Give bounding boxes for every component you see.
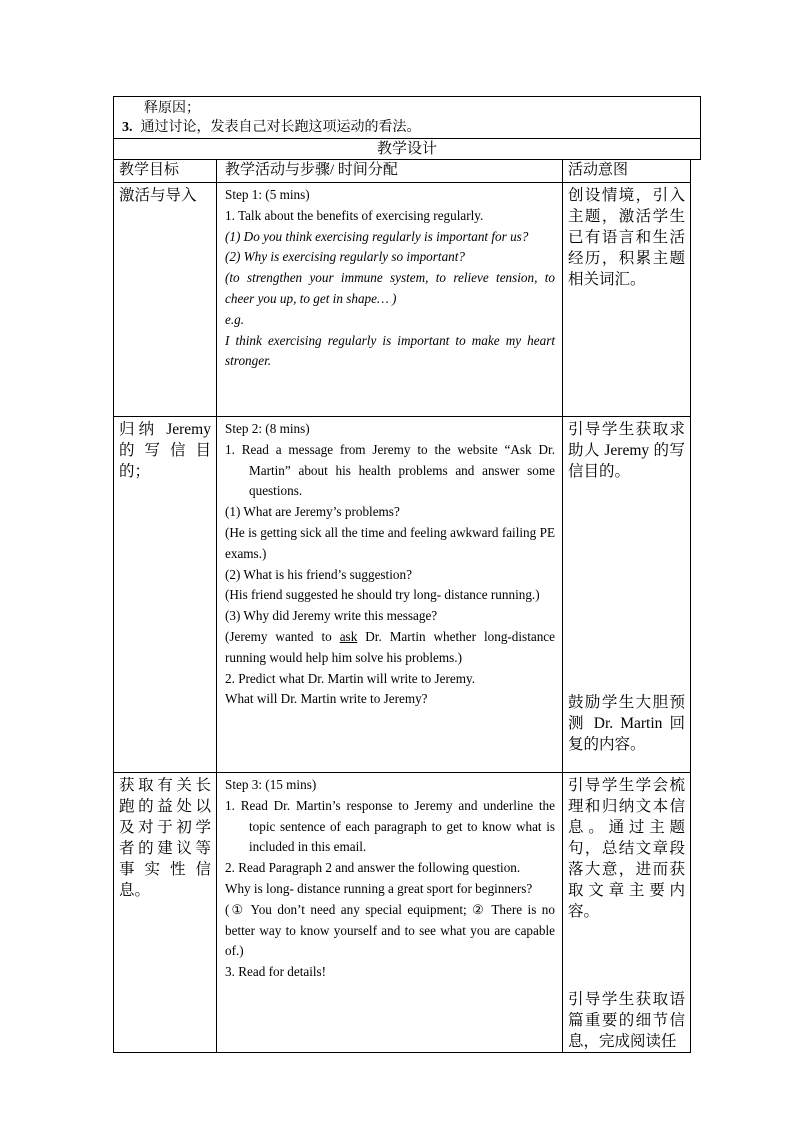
design-title: 教学设计 [113,138,701,160]
row-goal: 归纳 Jeremy 的写信目的； [114,417,217,773]
row-intent: 创设情境，引入主题，激活学生已有语言和生活经历，积累主题相关词汇。 [563,183,691,417]
table-row [114,417,691,773]
row-activity: Step 3: (15 mins) 1. Read Dr. Martin’s response to Jeremy and underline the topic sentence of each paragraph to get to know what is included in this email. 2. Read Paragraph 2 and answer the following question. Why is long- distance running a great sport for beginners? (① You don’t need any special equipment; ② There is no better way to know yourself and to see what you are capable of.) 3. Read for details! [217,773,563,1053]
table-row [114,773,691,1053]
row-activity: Step 2: (8 mins) 1. Read a message from Jeremy to the website “Ask Dr. Martin” about his health problems and answer some questions. (1) What are Jeremy’s problems? (He is getting sick all the time and feeling awkward failing PE exams.) (2) What is his friend’s suggestion? (His friend suggested he should try long- distance running.) (3) Why did Jeremy write this message? (Jeremy wanted to ask Dr. Martin whether long-distance running would help him solve his problems.) 2. Predict what Dr. Martin will write to Jeremy. What will Dr. Martin write to Jeremy? [217,417,563,773]
objective-line: 释原因； [144,101,200,116]
header-activity: 教学活动与步骤/ 时间分配 [217,160,563,183]
objective-number: 3. [122,120,133,135]
intent-text: 引导学生学会梳理和归纳文本信息。通过主题句，总结文章段落大意，进而获取文章主要内容。 [568,777,685,920]
row-intent [563,417,691,773]
row-goal: 获取有关长跑的益处以及对于初学者的建议等事实性信息。 [114,773,217,1053]
row-goal: 激活与导入 [114,183,217,417]
header-intent: 活动意图 [563,160,691,183]
table-row [114,183,691,417]
header-goal: 教学目标 [114,160,217,183]
table-header-row [114,160,691,183]
intent-text: 引导学生获取语篇重要的细节信息，完成阅读任 [568,991,685,1050]
objective-text: 通过讨论，发表自己对长跑这项运动的看法。 [140,120,421,135]
lesson-table [113,159,691,1053]
intent-text: 引导学生获取求助人 Jeremy 的写信目的。 [568,421,685,480]
objective-item-3 [122,119,421,137]
row-intent [563,773,691,1053]
row-activity: Step 1: (5 mins) 1. Talk about the benefits of exercising regularly. (1) Do you think exercising regularly is important for us? (2) Why is exercising regularly so important? (to strengthen your immune system, to relieve tension, to cheer you up, to get in shape… ) e.g. I think exercising regularly is important to make my heart stronger. [217,183,563,417]
intent-text: 鼓励学生大胆预测 Dr. Martin 回复的内容。 [568,694,685,753]
objectives-continuation [113,96,701,138]
